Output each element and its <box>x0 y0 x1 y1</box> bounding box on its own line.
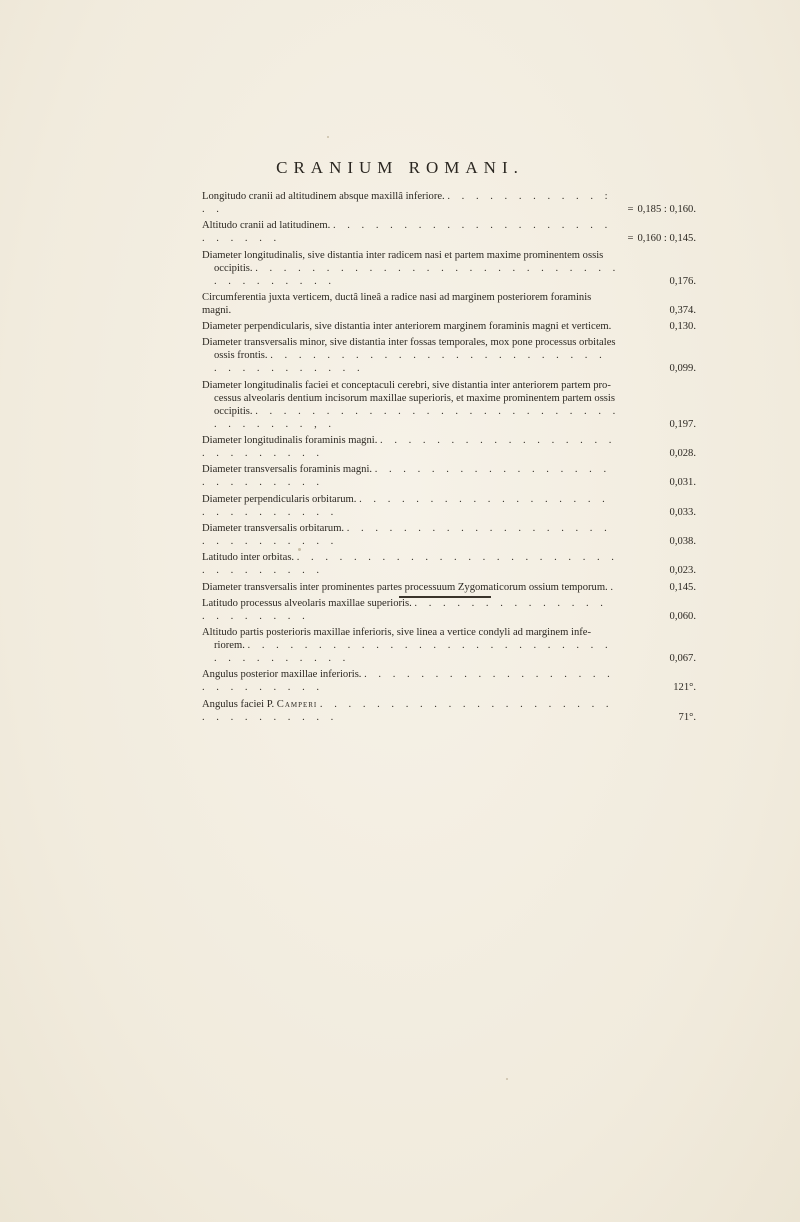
dot-leader: . . . . . . . . . . . . . . . . . . . . . . . . . . . . . . . . . . . <box>214 350 607 375</box>
measurement-label: Altitudo partis posterioris maxillae inferioris, sive linea a vertice condyli ad marginem infe- <box>202 627 592 639</box>
paper-speck <box>327 136 329 138</box>
measurement-value: 0,033. <box>669 506 696 518</box>
measurement-label: Diameter transversalis foraminis magni. <box>202 464 373 476</box>
measurement-label: Diameter transversalis orbitarum. <box>202 522 345 534</box>
measurement-label: Latitudo processus alveolaris maxillae superioris. <box>202 597 412 609</box>
measurement-label: Latitudo inter orbitas. <box>202 552 295 564</box>
measurement-row <box>202 493 722 519</box>
measurement-label: Diameter transversalis minor, sive distantia inter fossas temporales, mox pone processus orbitales <box>202 337 616 349</box>
measurement-value: 0,145. <box>669 581 696 593</box>
measurement-label: Diameter longitudinalis foraminis magni. <box>202 435 378 447</box>
continuation-text: occipitis. <box>214 405 253 417</box>
measurement-label-continuation: cessus alveolaris dentium incisorum maxillae superioris, et maxime prominentem partem ossis <box>214 392 616 404</box>
measurement-value: 0,374. <box>669 304 696 316</box>
dot-leader: . . . . . . . . . . . . . . . . . . . . . . <box>202 597 608 622</box>
measurement-value: 0,028. <box>669 448 696 460</box>
measurement-row <box>202 463 722 489</box>
measurement-row <box>202 668 722 694</box>
measurement-label: Angulus posterior maxillae inferioris. <box>202 669 362 681</box>
measurement-value: 0,023. <box>669 565 696 577</box>
measurement-row <box>202 551 722 577</box>
dot-leader: . . . . . . . . . . . : . . <box>202 191 613 215</box>
measurement-row <box>202 522 722 548</box>
continuation-text: occipitis. <box>214 262 253 274</box>
measurement-value: 0,176. <box>669 275 696 287</box>
paper-speck <box>298 548 301 551</box>
divider-rule <box>399 596 491 598</box>
dot-leader: . . . . . . . . . . . . . . . . . . . . . . . . . . . . . . . . <box>202 552 619 577</box>
measurement-value: 0,031. <box>669 477 696 489</box>
measurement-row <box>202 581 722 594</box>
measurement-label: Angulus faciei P. <box>202 698 275 710</box>
equals-sign: = <box>627 233 634 245</box>
measurement-label-continuation <box>202 639 620 665</box>
continuation-text: riorem. <box>214 640 245 652</box>
dot-leader: . <box>610 581 618 593</box>
equals-sign: = <box>627 204 634 215</box>
dot-leader: . . . . . . . . . . . . . . . . . . . . . . . . . . . . <box>202 493 610 518</box>
measurement-value: 121°. <box>673 682 696 694</box>
measurement-value: 0,060. <box>669 610 696 622</box>
dot-leader: . . . . . . . . . . . . . . . . . . . . . . . . . . <box>202 220 612 245</box>
dot-leader: . . . . . . . . . . . . . . . . . . . . . . . . . . <box>202 464 611 489</box>
measurement-row <box>202 626 722 665</box>
measurement-label-continuation <box>202 262 620 288</box>
measurement-label-continuation <box>202 349 620 375</box>
measurement-row <box>202 379 722 431</box>
measurement-label: Diameter transversalis inter prominentes partes processuum Zygomaticorum ossium temporum. <box>202 581 608 593</box>
measurement-row <box>202 336 722 375</box>
measurement-row <box>202 291 722 317</box>
measurement-value: 0,067. <box>669 653 696 665</box>
dot-leader: . . . . . . . . . . . . . . . . . . . . . . . . . . <box>202 435 616 460</box>
measurement-label: Diameter longitudinalis faciei et conceptaculi cerebri, sive distantia inter anteriorem partem pro- <box>202 379 611 391</box>
measurement-table <box>202 190 722 727</box>
measurement-row <box>202 320 722 333</box>
dot-leader: . . . . . . . . . . . . . . . . . . . . . . . . . . . <box>202 669 615 694</box>
measurement-label: Altitudo cranii ad latitudinem. <box>202 220 331 232</box>
measurement-label: Diameter longitudinalis, sive distantia inter radicem nasi et partem maxime prominentem ossis <box>202 249 604 261</box>
page-title: CRANIUM ROMANI. <box>276 158 524 177</box>
measurement-label: Longitudo cranii ad altitudinem absque maxillâ inferiore. <box>202 191 445 202</box>
measurement-label: Diameter perpendicularis orbitarum. <box>202 493 357 505</box>
measurement-value: 0,130. <box>669 321 696 333</box>
measurement-row <box>202 219 722 245</box>
dot-leader: . . . . . . . . . . . . . . . . . . . . . . . . . . . . . <box>202 522 612 547</box>
measurement-row <box>202 698 722 724</box>
measurement-value: 71°. <box>678 711 696 723</box>
measurement-row <box>202 190 722 216</box>
measurement-label-continuation <box>202 405 620 431</box>
author-name: Camperi <box>276 698 318 710</box>
measurement-value: 0,038. <box>669 535 696 547</box>
measurement-row <box>202 597 722 623</box>
measurement-value: 0,160 : 0,145. <box>637 233 696 245</box>
paper-speck <box>506 1078 508 1080</box>
dot-leader: . . . . . . . . . . . . . . . . . . . . . . . . . . . . . . . . . , . <box>214 405 620 430</box>
continuation-text: ossis frontis. <box>214 350 268 362</box>
dot-leader: . . . . . . . . . . . . . . . . . . . . . . . . . . . . . . . <box>202 698 614 723</box>
measurement-value: 0,185 : 0,160. <box>637 204 696 215</box>
dot-leader: . . . . . . . . . . . . . . . . . . . . . . . . . . . . . . . . . . . . <box>214 640 613 665</box>
measurement-value: 0,197. <box>669 418 696 430</box>
dot-leader: . . . . . . . . . . . . . . . . . . . . . . . . . . . . . . . . . . . <box>214 262 620 287</box>
measurement-row <box>202 249 722 288</box>
measurement-value: 0,099. <box>669 363 696 375</box>
measurement-label: Circumferentia juxta verticem, ductâ lineâ a radice nasi ad marginem posteriorem foraminis magni. <box>202 291 592 316</box>
measurement-row <box>202 434 722 460</box>
measurement-label: Diameter perpendicularis, sive distantia inter anteriorem marginem foraminis magni et verticem. <box>202 321 612 333</box>
